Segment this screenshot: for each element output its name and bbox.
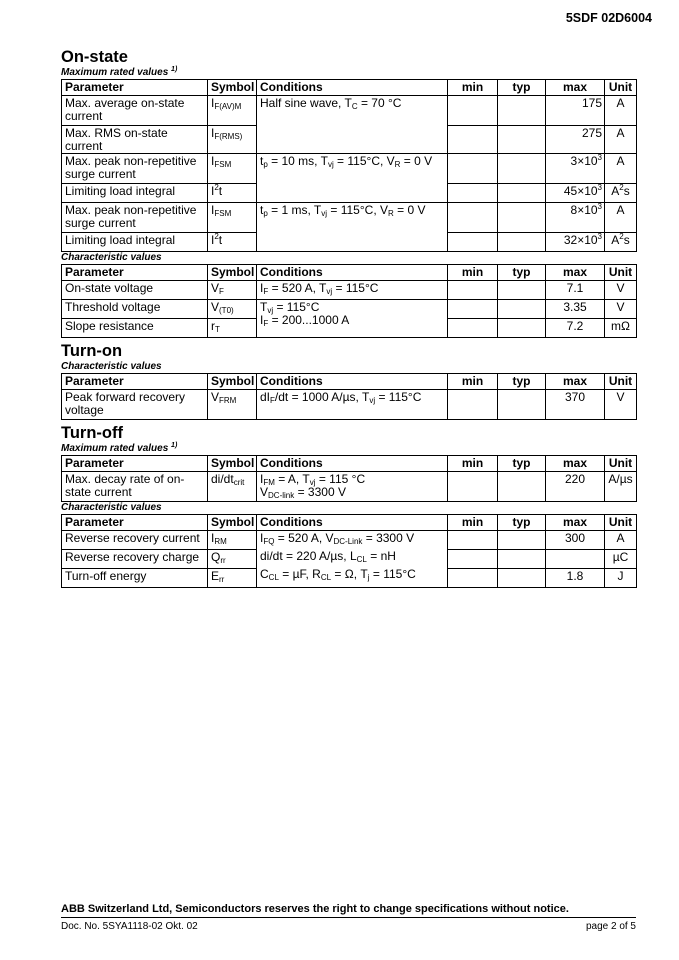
unit-cell: A [605, 96, 637, 126]
typ-cell [498, 126, 546, 154]
parameter-cell: Limiting load integral [62, 233, 208, 252]
symbol-cell: $Q_{rr}$ [208, 550, 257, 569]
parameter-cell: Max. RMS on-state current [62, 126, 208, 154]
superscript: 3 [597, 202, 602, 211]
subscript: CL [356, 555, 367, 564]
column-header-min: min [448, 265, 498, 281]
condition-line: $dI_F/dt = 1000$ A/µs, $T_{vj} = 115^\circ C$ [260, 390, 422, 405]
column-header-min: min [448, 456, 498, 472]
max-cell: 300 [546, 531, 605, 550]
subscript: j [367, 573, 370, 582]
max-cell: 7.2 [546, 319, 605, 338]
subscript: rr [219, 575, 225, 584]
superscript: 2 [619, 183, 624, 192]
subscript: CL [268, 573, 279, 582]
column-header-unit: Unit [605, 265, 637, 281]
subscript: FSM [214, 209, 232, 218]
symbol-cell: $I_{RM}$ [208, 531, 257, 550]
conditions-cell [257, 472, 448, 502]
parameter-cell: Threshold voltage [62, 300, 208, 319]
superscript: 3 [597, 183, 602, 192]
block-label: Characteristic values [61, 361, 162, 372]
table-row [62, 281, 637, 300]
column-header-conditions: Conditions [257, 374, 448, 390]
condition-line: $I_F = 200...1000$ A [260, 313, 350, 328]
superscript: 2 [214, 183, 219, 192]
max-cell: 220 [546, 472, 605, 502]
column-header-symbol: Symbol [208, 265, 257, 281]
min-cell [448, 126, 498, 154]
superscript: 2 [619, 232, 624, 241]
table-row [62, 203, 637, 233]
column-header-unit: Unit [605, 515, 637, 531]
parameter-cell: Max. peak non-repetitive surge current [62, 154, 208, 184]
symbol-cell: $I^2t$ [208, 233, 257, 252]
symbol-cell: $r_T$ [208, 319, 257, 338]
table-row [62, 531, 637, 550]
column-header-conditions: Conditions [257, 265, 448, 281]
column-header-parameter: Parameter [62, 265, 208, 281]
column-header-symbol: Symbol [208, 80, 257, 96]
table-header-row [62, 265, 637, 281]
conditions-cell [257, 203, 448, 252]
table-row [62, 390, 637, 420]
min-cell [448, 184, 498, 203]
footer-doc-number: Doc. No. 5SYA1118-02 Okt. 02 [61, 921, 198, 932]
column-header-conditions: Conditions [257, 515, 448, 531]
typ-cell [498, 531, 546, 550]
subscript: RM [214, 537, 227, 546]
unit-cell: A/µs [605, 472, 637, 502]
superscript: 3 [597, 232, 602, 241]
column-header-typ: typ [498, 374, 546, 390]
condition-line: $V_{DC-link} = 3300$ V [260, 485, 346, 500]
column-header-typ: typ [498, 456, 546, 472]
condition-line: Half sine wave, $T_C = 70$ °C [260, 96, 402, 111]
parameter-cell: Slope resistance [62, 319, 208, 338]
subscript: vj [326, 287, 333, 296]
subscript: F(RMS) [214, 132, 243, 141]
max-cell: 275 [546, 126, 605, 154]
subscript: (T0) [219, 306, 234, 315]
conditions-cell [257, 96, 448, 154]
column-header-parameter: Parameter [62, 456, 208, 472]
symbol-cell: $I^2t$ [208, 184, 257, 203]
max-cell: $3\times 10^3$ [546, 154, 605, 184]
column-header-symbol: Symbol [208, 515, 257, 531]
min-cell [448, 390, 498, 420]
footnote-marker: 1) [171, 442, 178, 449]
unit-cell: V [605, 281, 637, 300]
condition-line: $C_{CL} = \mu F$, $R_{CL} = \Omega$, $T_j = 115^\circ C$ [260, 567, 416, 582]
subscript: vj [267, 306, 274, 315]
parameter-cell: Max. decay rate of on-state current [62, 472, 208, 502]
column-header-max: max [546, 374, 605, 390]
subscript: vj [369, 396, 376, 405]
subscript: vj [309, 478, 316, 487]
subscript: FM [263, 478, 275, 487]
parameter-cell: Limiting load integral [62, 184, 208, 203]
max-cell: 1.8 [546, 569, 605, 588]
symbol-cell: $I_{F(RMS)}$ [208, 126, 257, 154]
table-row [62, 96, 637, 126]
symbol-cell: $V_F$ [208, 281, 257, 300]
symbol-cell: $V_{(T0)}$ [208, 300, 257, 319]
subscript: F [263, 319, 269, 328]
superscript: 3 [597, 153, 602, 162]
block-label: Maximum rated values $^{1)}$ [61, 66, 178, 78]
column-header-max: max [546, 80, 605, 96]
parameter-cell: Reverse recovery current [62, 531, 208, 550]
parameter-cell: Peak forward recovery voltage [62, 390, 208, 420]
spec-table-turnoff-char [61, 514, 637, 588]
typ-cell [498, 281, 546, 300]
column-header-symbol: Symbol [208, 374, 257, 390]
table-header-row [62, 374, 637, 390]
column-header-unit: Unit [605, 374, 637, 390]
table-row [62, 154, 637, 184]
max-cell: $45\times 10^3$ [546, 184, 605, 203]
section-title: Turn-on [61, 342, 123, 360]
subscript: T [215, 325, 220, 334]
parameter-cell: Reverse recovery charge [62, 550, 208, 569]
typ-cell [498, 550, 546, 569]
min-cell [448, 319, 498, 338]
parameter-cell: On-state voltage [62, 281, 208, 300]
table-header-row [62, 456, 637, 472]
typ-cell [498, 203, 546, 233]
subscript: vj [327, 160, 334, 169]
condition-line: di/dt = 220 A/µs, $L_{CL}$ = nH [260, 549, 396, 564]
typ-cell [498, 233, 546, 252]
subscript: F [270, 396, 275, 405]
unit-cell: mΩ [605, 319, 637, 338]
table-row [62, 472, 637, 502]
max-cell: $32\times 10^3$ [546, 233, 605, 252]
symbol-cell: $I_{FSM}$ [208, 203, 257, 233]
subscript: F [219, 287, 224, 296]
max-cell: 3.35 [546, 300, 605, 319]
column-header-min: min [448, 515, 498, 531]
superscript: 2 [214, 232, 219, 241]
min-cell [448, 300, 498, 319]
block-label: Maximum rated values $^{1)}$ [61, 442, 178, 454]
column-header-min: min [448, 374, 498, 390]
spec-table-turnon-char [61, 373, 637, 420]
conditions-cell [257, 300, 448, 338]
datasheet-content [61, 44, 636, 588]
subscript: p [263, 160, 268, 169]
subscript: C [351, 102, 358, 111]
parameter-cell: Max. average on-state current [62, 96, 208, 126]
conditions-cell [257, 390, 448, 420]
typ-cell [498, 569, 546, 588]
conditions-cell [257, 154, 448, 203]
condition-line: $I_{FQ} = 520$ A, $V_{DC-Link} = 3300$ V [260, 531, 415, 546]
min-cell [448, 203, 498, 233]
subscript: rr [220, 556, 226, 565]
unit-cell: V [605, 300, 637, 319]
parameter-cell: Max. peak non-repetitive surge current [62, 203, 208, 233]
spec-table-turnoff-max [61, 455, 637, 502]
footer-notice: ABB Switzerland Ltd, Semiconductors reserves the right to change specifications without notice. [61, 903, 636, 918]
subscript: FQ [263, 537, 275, 546]
section-title: Turn-off [61, 424, 123, 442]
unit-cell: $A^2s$ [605, 233, 637, 252]
column-header-max: max [546, 515, 605, 531]
table-header-row [62, 515, 637, 531]
block-label: Characteristic values [61, 252, 162, 263]
unit-cell: A [605, 154, 637, 184]
column-header-unit: Unit [605, 456, 637, 472]
condition-line: $t_p = 10$ ms, $T_{vj} = 115^\circ C$, $V_R = 0$ V [260, 154, 433, 169]
conditions-cell [257, 531, 448, 588]
block-label: Characteristic values [61, 502, 162, 513]
subscript: F [263, 287, 269, 296]
min-cell [448, 550, 498, 569]
min-cell [448, 531, 498, 550]
condition-line: $I_F = 520$ A, $T_{vj} = 115^\circ C$ [260, 281, 379, 296]
condition-line: $I_{FM} = A$, $T_{vj} = 115$ °C [260, 472, 366, 487]
subscript: R [394, 160, 401, 169]
subscript: DC-Link [333, 537, 363, 546]
document-id: 5SDF 02D6004 [565, 11, 652, 25]
column-header-parameter: Parameter [62, 374, 208, 390]
max-cell: 7.1 [546, 281, 605, 300]
typ-cell [498, 154, 546, 184]
unit-cell: µC [605, 550, 637, 569]
subscript: p [263, 209, 268, 218]
max-cell: $8\times 10^3$ [546, 203, 605, 233]
table-header-row [62, 80, 637, 96]
typ-cell [498, 96, 546, 126]
symbol-cell: $I_{F(AV)M}$ [208, 96, 257, 126]
table-row [62, 300, 637, 319]
subscript: FSM [214, 160, 232, 169]
column-header-parameter: Parameter [62, 515, 208, 531]
subscript: FRM [219, 396, 237, 405]
column-header-typ: typ [498, 80, 546, 96]
subscript: CL [320, 573, 332, 582]
max-cell: 175 [546, 96, 605, 126]
column-header-parameter: Parameter [62, 80, 208, 96]
min-cell [448, 233, 498, 252]
typ-cell [498, 472, 546, 502]
condition-line: $t_p = 1$ ms, $T_{vj} = 115^\circ C$, $V_R = 0$ V [260, 203, 426, 218]
min-cell [448, 472, 498, 502]
footer-page-number: page 2 of 5 [585, 921, 636, 932]
min-cell [448, 96, 498, 126]
condition-line: $T_{vj} = 115^\circ C$ [260, 300, 320, 315]
column-header-min: min [448, 80, 498, 96]
column-header-conditions: Conditions [257, 456, 448, 472]
typ-cell [498, 300, 546, 319]
unit-cell: $A^2s$ [605, 184, 637, 203]
column-header-conditions: Conditions [257, 80, 448, 96]
spec-table-onstate-max [61, 79, 637, 252]
max-cell: 370 [546, 390, 605, 420]
typ-cell [498, 184, 546, 203]
typ-cell [498, 390, 546, 420]
column-header-unit: Unit [605, 80, 637, 96]
subscript: vj [321, 209, 328, 218]
unit-cell: V [605, 390, 637, 420]
conditions-cell [257, 281, 448, 300]
min-cell [448, 281, 498, 300]
spec-table-onstate-char [61, 264, 637, 338]
min-cell [448, 569, 498, 588]
symbol-cell: $di/dt_{crit}$ [208, 472, 257, 502]
symbol-cell: $E_{rr}$ [208, 569, 257, 588]
footnote-marker: 1) [171, 66, 178, 73]
subscript: DC-link [268, 491, 295, 500]
unit-cell: A [605, 203, 637, 233]
subscript: F(AV)M [214, 102, 242, 111]
symbol-cell: $I_{FSM}$ [208, 154, 257, 184]
unit-cell: A [605, 531, 637, 550]
min-cell [448, 154, 498, 184]
subscript: R [388, 209, 394, 218]
unit-cell: J [605, 569, 637, 588]
column-header-typ: typ [498, 515, 546, 531]
unit-cell: A [605, 126, 637, 154]
parameter-cell: Turn-off energy [62, 569, 208, 588]
column-header-typ: typ [498, 265, 546, 281]
column-header-symbol: Symbol [208, 456, 257, 472]
subscript: crit [233, 478, 245, 487]
typ-cell [498, 319, 546, 338]
symbol-cell: $V_{FRM}$ [208, 390, 257, 420]
column-header-max: max [546, 456, 605, 472]
column-header-max: max [546, 265, 605, 281]
max-cell [546, 550, 605, 569]
section-title: On-state [61, 48, 128, 66]
